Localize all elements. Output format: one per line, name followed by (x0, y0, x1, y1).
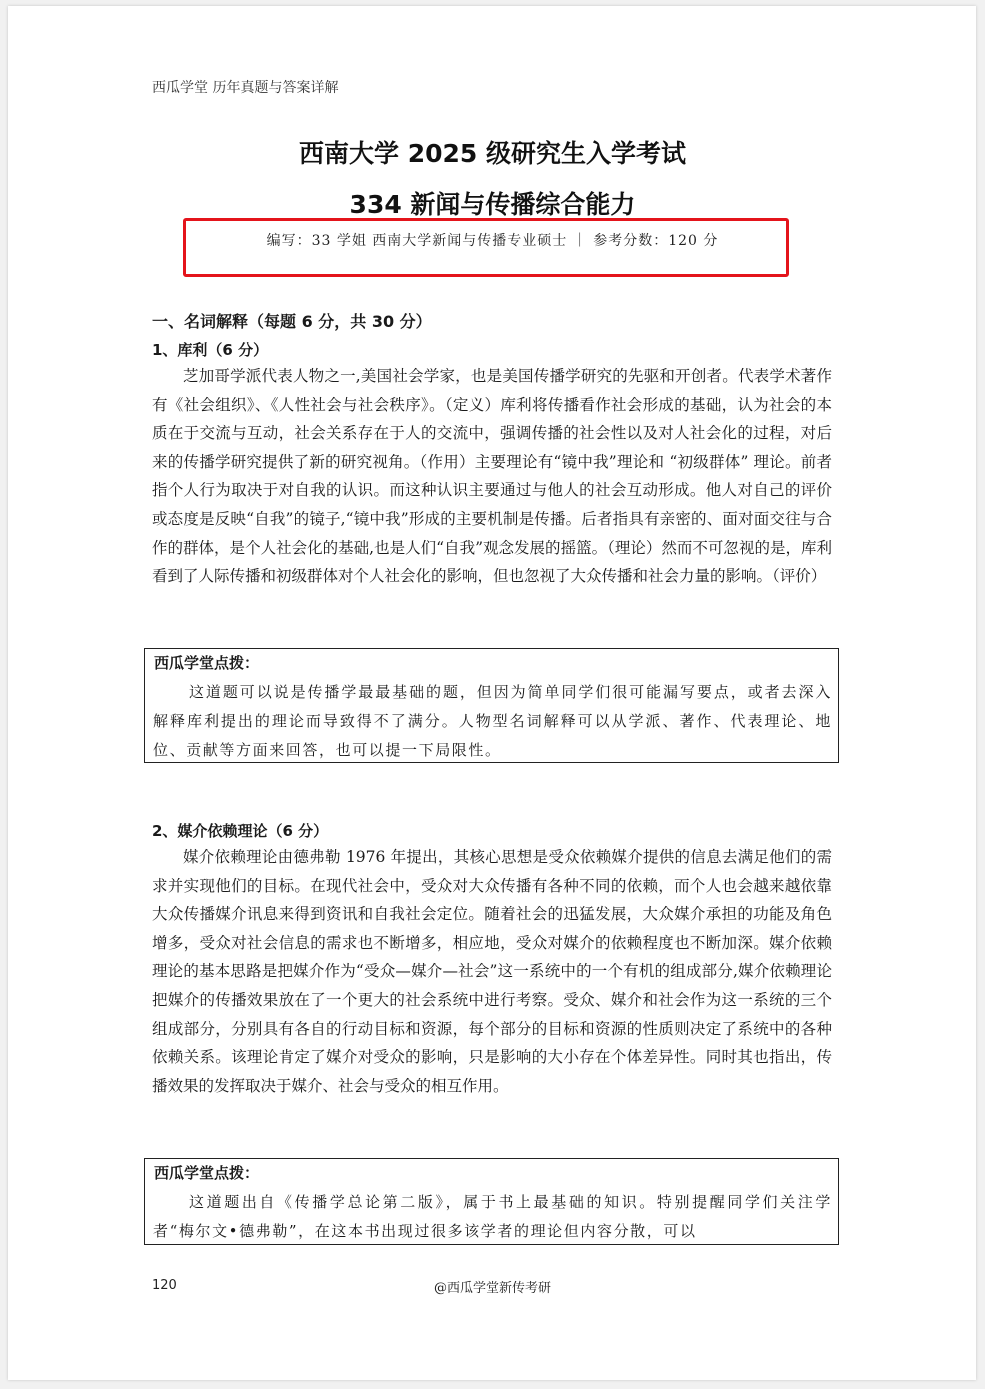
document-subtitle: 334 新闻与传播综合能力 (349, 190, 636, 219)
page-number: 120 (152, 1278, 177, 1293)
tip-text: 这道题出自《传播学总论第二版》，属于书上最基础的知识。特别提醒同学们关注学者“梅尔文•德弗勒”，在这本书出现过很多该学者的理论但内容分散，可以 (153, 1193, 832, 1240)
author-score-info: 编写：33 学姐 西南大学新闻与传播专业硕士 ｜ 参考分数：120 分 (266, 233, 719, 249)
tip-box-1 (144, 648, 839, 763)
answer-paragraph-2: 媒介依赖理论由德弗勒 1976 年提出，其核心思想是受众依赖媒介提供的信息去满足他们的需求并实现他们的目标。在现代社会中，受众对大众传播有各种不同的依赖，而个人也会越来越依靠大众传播媒介讯息来得到资讯和自我社会定位。随着社会的迅猛发展，大众媒介承担的功能及角色增多，受众对社会信息的需求也不断增多，相应地，受众对媒介的依赖程度也不断加深。媒介依赖理论的基本思路是把媒介作为“受众—媒介—社会”这一系统中的一个有机的组成部分,媒介依赖理论把媒介的传播效果放在了一个更大的社会系统中进行考察。受众、媒介和社会作为这一系统的三个组成部分，分别具有各自的行动目标和资源，每个部分的目标和资源的性质则决定了系统中的各种依赖关系。该理论肯定了媒介对受众的影响，只是影响的大小存在个体差异性。同时其也指出，传播效果的发挥取决于媒介、社会与受众的相互作用。 (152, 848, 832, 1095)
question-heading-2: 2、媒介依赖理论（6 分） (152, 822, 329, 840)
tip-title: 西瓜学堂点拨： (154, 1164, 260, 1182)
answer-paragraph-1: 芝加哥学派代表人物之一,美国社会学家，也是美国传播学研究的先驱和开创者。代表学术著作有《社会组织》、《人性社会与社会秩序》。（定义）库利将传播看作社会形成的基础，认为社会的本质在于交流与互动，社会关系存在于人的交流中，强调传播的社会性以及对人社会化的过程，对后来的传播学研究提供了新的研究视角。（作用）主要理论有“镜中我”理论和 “初级群体” 理论。前者指个人行为取决于对自我的认识。而这种认识主要通过与他人的社会互动形成。他人对自己的评价或态度是反映“自我”的镜子,“镜中我”形成的主要机制是传播。后者指具有亲密的、面对面交往与合作的群体，是个人社会化的基础,也是人们“自我”观念发展的摇篮。（理论）然而不可忽视的是，库利看到了人际传播和初级群体对个人社会化的影响，但也忽视了大众传播和社会力量的影响。（评价） (152, 367, 832, 586)
question-heading-1: 1、库利（6 分） (152, 341, 269, 359)
tip-text: 这道题可以说是传播学最最基础的题，但因为简单同学们很可能漏写要点，或者去深入解释库利提出的理论而导致得不了满分。人物型名词解释可以从学派、著作、代表理论、地位、贡献等方面来回答，也可以提一下局限性。 (153, 683, 832, 759)
tip-title: 西瓜学堂点拨： (154, 654, 260, 672)
running-header: 西瓜学堂 历年真题与答案详解 (152, 80, 339, 96)
document-title: 西南大学 2025 级研究生入学考试 (299, 139, 686, 168)
tip-box-2 (144, 1158, 839, 1245)
footer-credit: @西瓜学堂新传考研 (433, 1281, 551, 1296)
section-heading: 一、名词解释（每题 6 分，共 30 分） (152, 312, 432, 331)
